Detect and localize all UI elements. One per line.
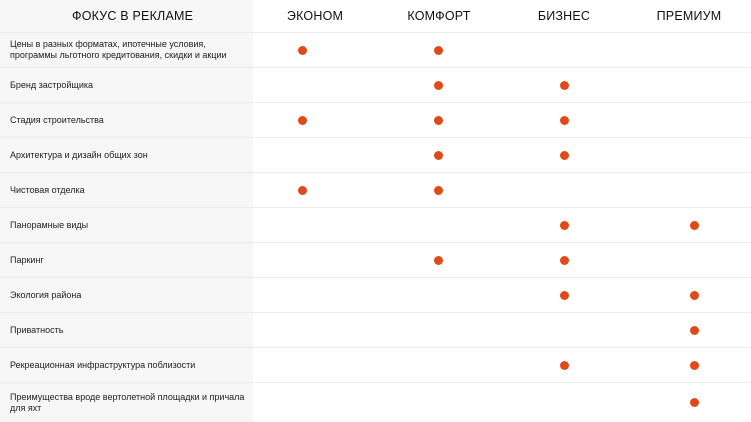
marker-dot (560, 221, 569, 230)
mark-cell-premium (627, 382, 751, 422)
mark-cell-business (501, 277, 627, 312)
mark-cell-premium (627, 172, 751, 207)
mark-cell-premium (627, 67, 751, 102)
mark-cell-business (501, 207, 627, 242)
column-header-economy: ЭКОНОМ (286, 9, 344, 23)
mark-cell-economy (253, 172, 377, 207)
marker-dot (434, 186, 443, 195)
mark-cell-economy (253, 382, 377, 422)
row-label: Панорамные виды (0, 207, 253, 242)
column-header-premium: ПРЕМИУМ (656, 9, 722, 23)
row-label: Стадия строительства (0, 102, 253, 137)
row-label: Бренд застройщика (0, 67, 253, 102)
table-title: ФОКУС В РЕКЛАМЕ (0, 0, 253, 32)
mark-cell-economy (253, 102, 377, 137)
mark-cell-economy (253, 347, 377, 382)
marker-dot (560, 81, 569, 90)
mark-cell-premium (627, 32, 751, 67)
marker-dot (560, 116, 569, 125)
mark-cell-comfort (377, 382, 501, 422)
column-header-business: БИЗНЕС (537, 9, 591, 23)
mark-cell-comfort (377, 67, 501, 102)
row-label: Экология района (0, 277, 253, 312)
mark-cell-comfort (377, 312, 501, 347)
mark-cell-premium (627, 347, 751, 382)
marker-dot (690, 326, 699, 335)
row-label: Архитектура и дизайн общих зон (0, 137, 253, 172)
marker-dot (434, 151, 443, 160)
mark-cell-business (501, 172, 627, 207)
marker-dot (560, 291, 569, 300)
mark-cell-business (501, 102, 627, 137)
mark-cell-business (501, 67, 627, 102)
mark-cell-business (501, 32, 627, 67)
mark-cell-business (501, 347, 627, 382)
row-label: Приватность (0, 312, 253, 347)
mark-cell-comfort (377, 172, 501, 207)
mark-cell-economy (253, 67, 377, 102)
column-header-comfort: КОМФОРТ (407, 9, 471, 23)
mark-cell-economy (253, 277, 377, 312)
mark-cell-premium (627, 207, 751, 242)
mark-cell-comfort (377, 207, 501, 242)
marker-dot (434, 256, 443, 265)
mark-cell-business (501, 382, 627, 422)
marker-dot (690, 291, 699, 300)
mark-cell-comfort (377, 277, 501, 312)
mark-cell-business (501, 242, 627, 277)
marker-dot (690, 398, 699, 407)
row-label: Цены в разных форматах, ипотечные условия, программы льготного кредитования, скидки и акции (0, 32, 253, 67)
mark-cell-comfort (377, 32, 501, 67)
row-label: Чистовая отделка (0, 172, 253, 207)
marker-dot (560, 361, 569, 370)
row-label: Рекреационная инфраструктура поблизости (0, 347, 253, 382)
row-label: Паркинг (0, 242, 253, 277)
marker-dot (434, 46, 443, 55)
marker-dot (298, 116, 307, 125)
marker-dot (434, 116, 443, 125)
mark-cell-premium (627, 102, 751, 137)
mark-cell-business (501, 312, 627, 347)
marker-dot (690, 361, 699, 370)
mark-cell-comfort (377, 347, 501, 382)
marker-dot (298, 186, 307, 195)
marker-dot (560, 256, 569, 265)
mark-cell-premium (627, 277, 751, 312)
mark-cell-comfort (377, 242, 501, 277)
mark-cell-premium (627, 137, 751, 172)
mark-cell-business (501, 137, 627, 172)
mark-cell-premium (627, 312, 751, 347)
marker-dot (298, 46, 307, 55)
row-label: Преимущества вроде вертолетной площадки и причала для яхт (0, 382, 253, 422)
mark-cell-comfort (377, 102, 501, 137)
marker-dot (560, 151, 569, 160)
mark-cell-economy (253, 32, 377, 67)
mark-cell-premium (627, 242, 751, 277)
mark-cell-comfort (377, 137, 501, 172)
mark-cell-economy (253, 207, 377, 242)
marker-dot (690, 221, 699, 230)
mark-cell-economy (253, 312, 377, 347)
marker-dot (434, 81, 443, 90)
mark-cell-economy (253, 137, 377, 172)
mark-cell-economy (253, 242, 377, 277)
